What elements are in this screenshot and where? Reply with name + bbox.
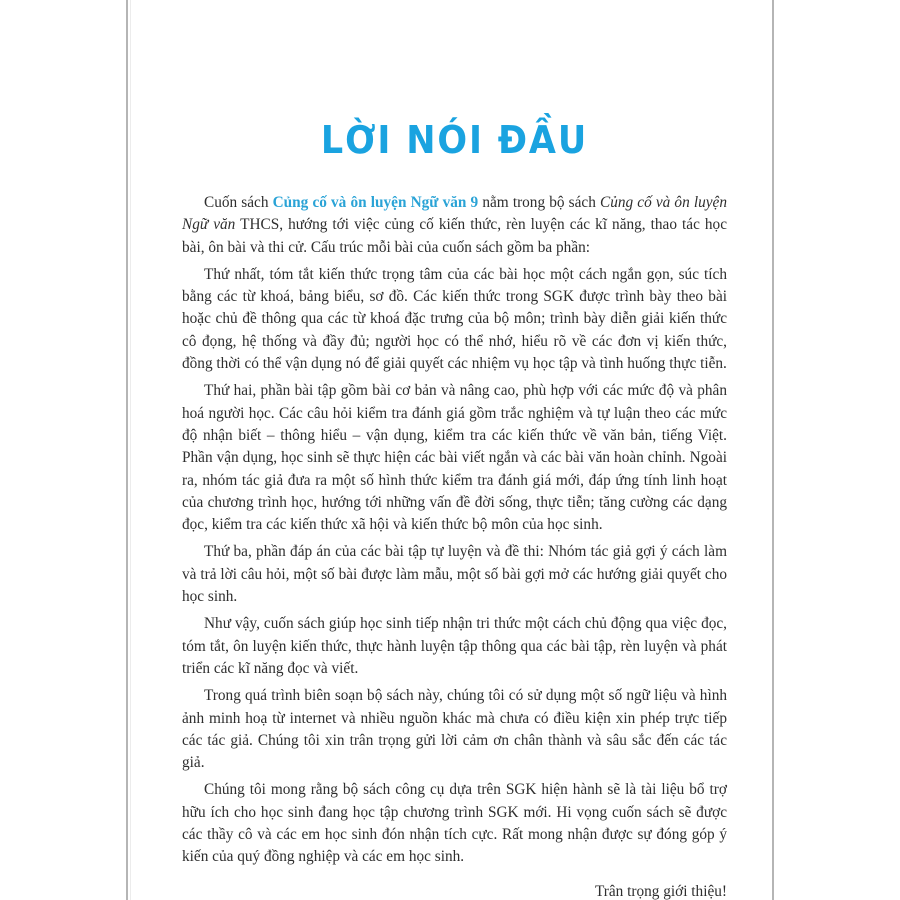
paragraph-part-one: Thứ nhất, tóm tắt kiến thức trọng tâm của các bài học một cách ngắn gọn, súc tích bằng các từ khoá, bảng biểu, sơ đồ. Các kiến thức trong SGK được trình bày theo bài hoặc chủ đề thông qua các từ khoá đặc trưng của bộ môn; trình bày diễn giải kiến thức cô đọng, hệ thống và đầy đủ; người học có thể nhớ, hiểu rõ về các đơn vị kiến thức, đồng thời có thể vận dụng nó để giải quyết các nhiệm vụ học tập và tình huống thực tiễn. <box>182 265 727 373</box>
signoff: Trân trọng giới thiệu! <box>594 882 727 900</box>
paragraph-summary: Như vậy, cuốn sách giúp học sinh tiếp nhận tri thức một cách chủ động qua việc đọc, tóm tắt, ôn luyện kiến thức, thực hành luyện tập thông qua các bài tập, rèn luyện và phát triển các kĩ năng đọc và viết. <box>182 615 727 677</box>
page-content <box>182 110 727 900</box>
paragraph-part-three: Thứ ba, phần đáp án của các bài tập tự luyện và đề thi: Nhóm tác giả gợi ý cách làm và trả lời câu hỏi, một số bài được làm mẫu, một số bài gợi mở các hướng giải quyết cho học sinh. <box>182 543 727 606</box>
paragraph-acknowledgement: Trong quá trình biên soạn bộ sách này, chúng tôi có sử dụng một số ngữ liệu và hình ảnh minh hoạ từ internet và nhiều nguồn khác mà chưa có điều kiện xin phép trực tiếp các tác giả. Chúng tôi xin trân trọng gửi lời cảm ơn chân thành và sâu sắc đến các tác giả. <box>182 687 727 772</box>
page-right-edge <box>772 0 774 900</box>
page-left-edge <box>126 0 128 900</box>
paragraph-part-two: Thứ hai, phần bài tập gồm bài cơ bản và nâng cao, phù hợp với các mức độ và phân hoá người học. Các câu hỏi kiểm tra đánh giá gồm trắc nghiệm và tự luận theo các mức độ nhận biết – thông hiểu – vận dụng, kiểm tra các kiến thức về văn bản, tiếng Việt. Phần vận dụng, học sinh sẽ thực hiện các bài viết ngắn và các bài văn hoàn chỉnh. Ngoài ra, nhóm tác giả đưa ra một số hình thức kiểm tra đánh giá mới, đáp ứng tính linh hoạt của chương trình học, hướng tới những vấn đề đời sống, thực tiễn; tăng cường các dạng đọc, kiểm tra các kiến thức xã hội và kiến thức bộ môn của học sinh. <box>182 382 727 534</box>
book-title: Củng cố và ôn luyện Ngữ văn 9 <box>272 194 479 211</box>
intro-tail: THCS, hướng tới việc củng cố kiến thức, rèn luyện các kĩ năng, thao tác học bài, ôn bài và thi cử. Cấu trúc mỗi bài của cuốn sách gồm ba phần: <box>182 216 727 256</box>
series-title: Củng cố và ôn luyện Ngữ văn <box>182 194 727 234</box>
paragraph-closing: Chúng tôi mong rằng bộ sách công cụ dựa trên SGK hiện hành sẽ là tài liệu bổ trợ hữu ích cho học sinh đang học tập chương trình SGK mới. Hi vọng cuốn sách sẽ được các thầy cô và các em học sinh đón nhận tích cực. Rất mong nhận được sự đóng góp ý kiến của quý đồng nghiệp và các em học sinh. <box>182 781 727 866</box>
intro-lead: Cuốn sách <box>204 194 273 211</box>
intro-paragraph <box>182 192 727 259</box>
page-title: LỜI NÓI ĐẦU <box>320 118 589 162</box>
intro-mid: nằm trong bộ sách <box>478 194 600 211</box>
